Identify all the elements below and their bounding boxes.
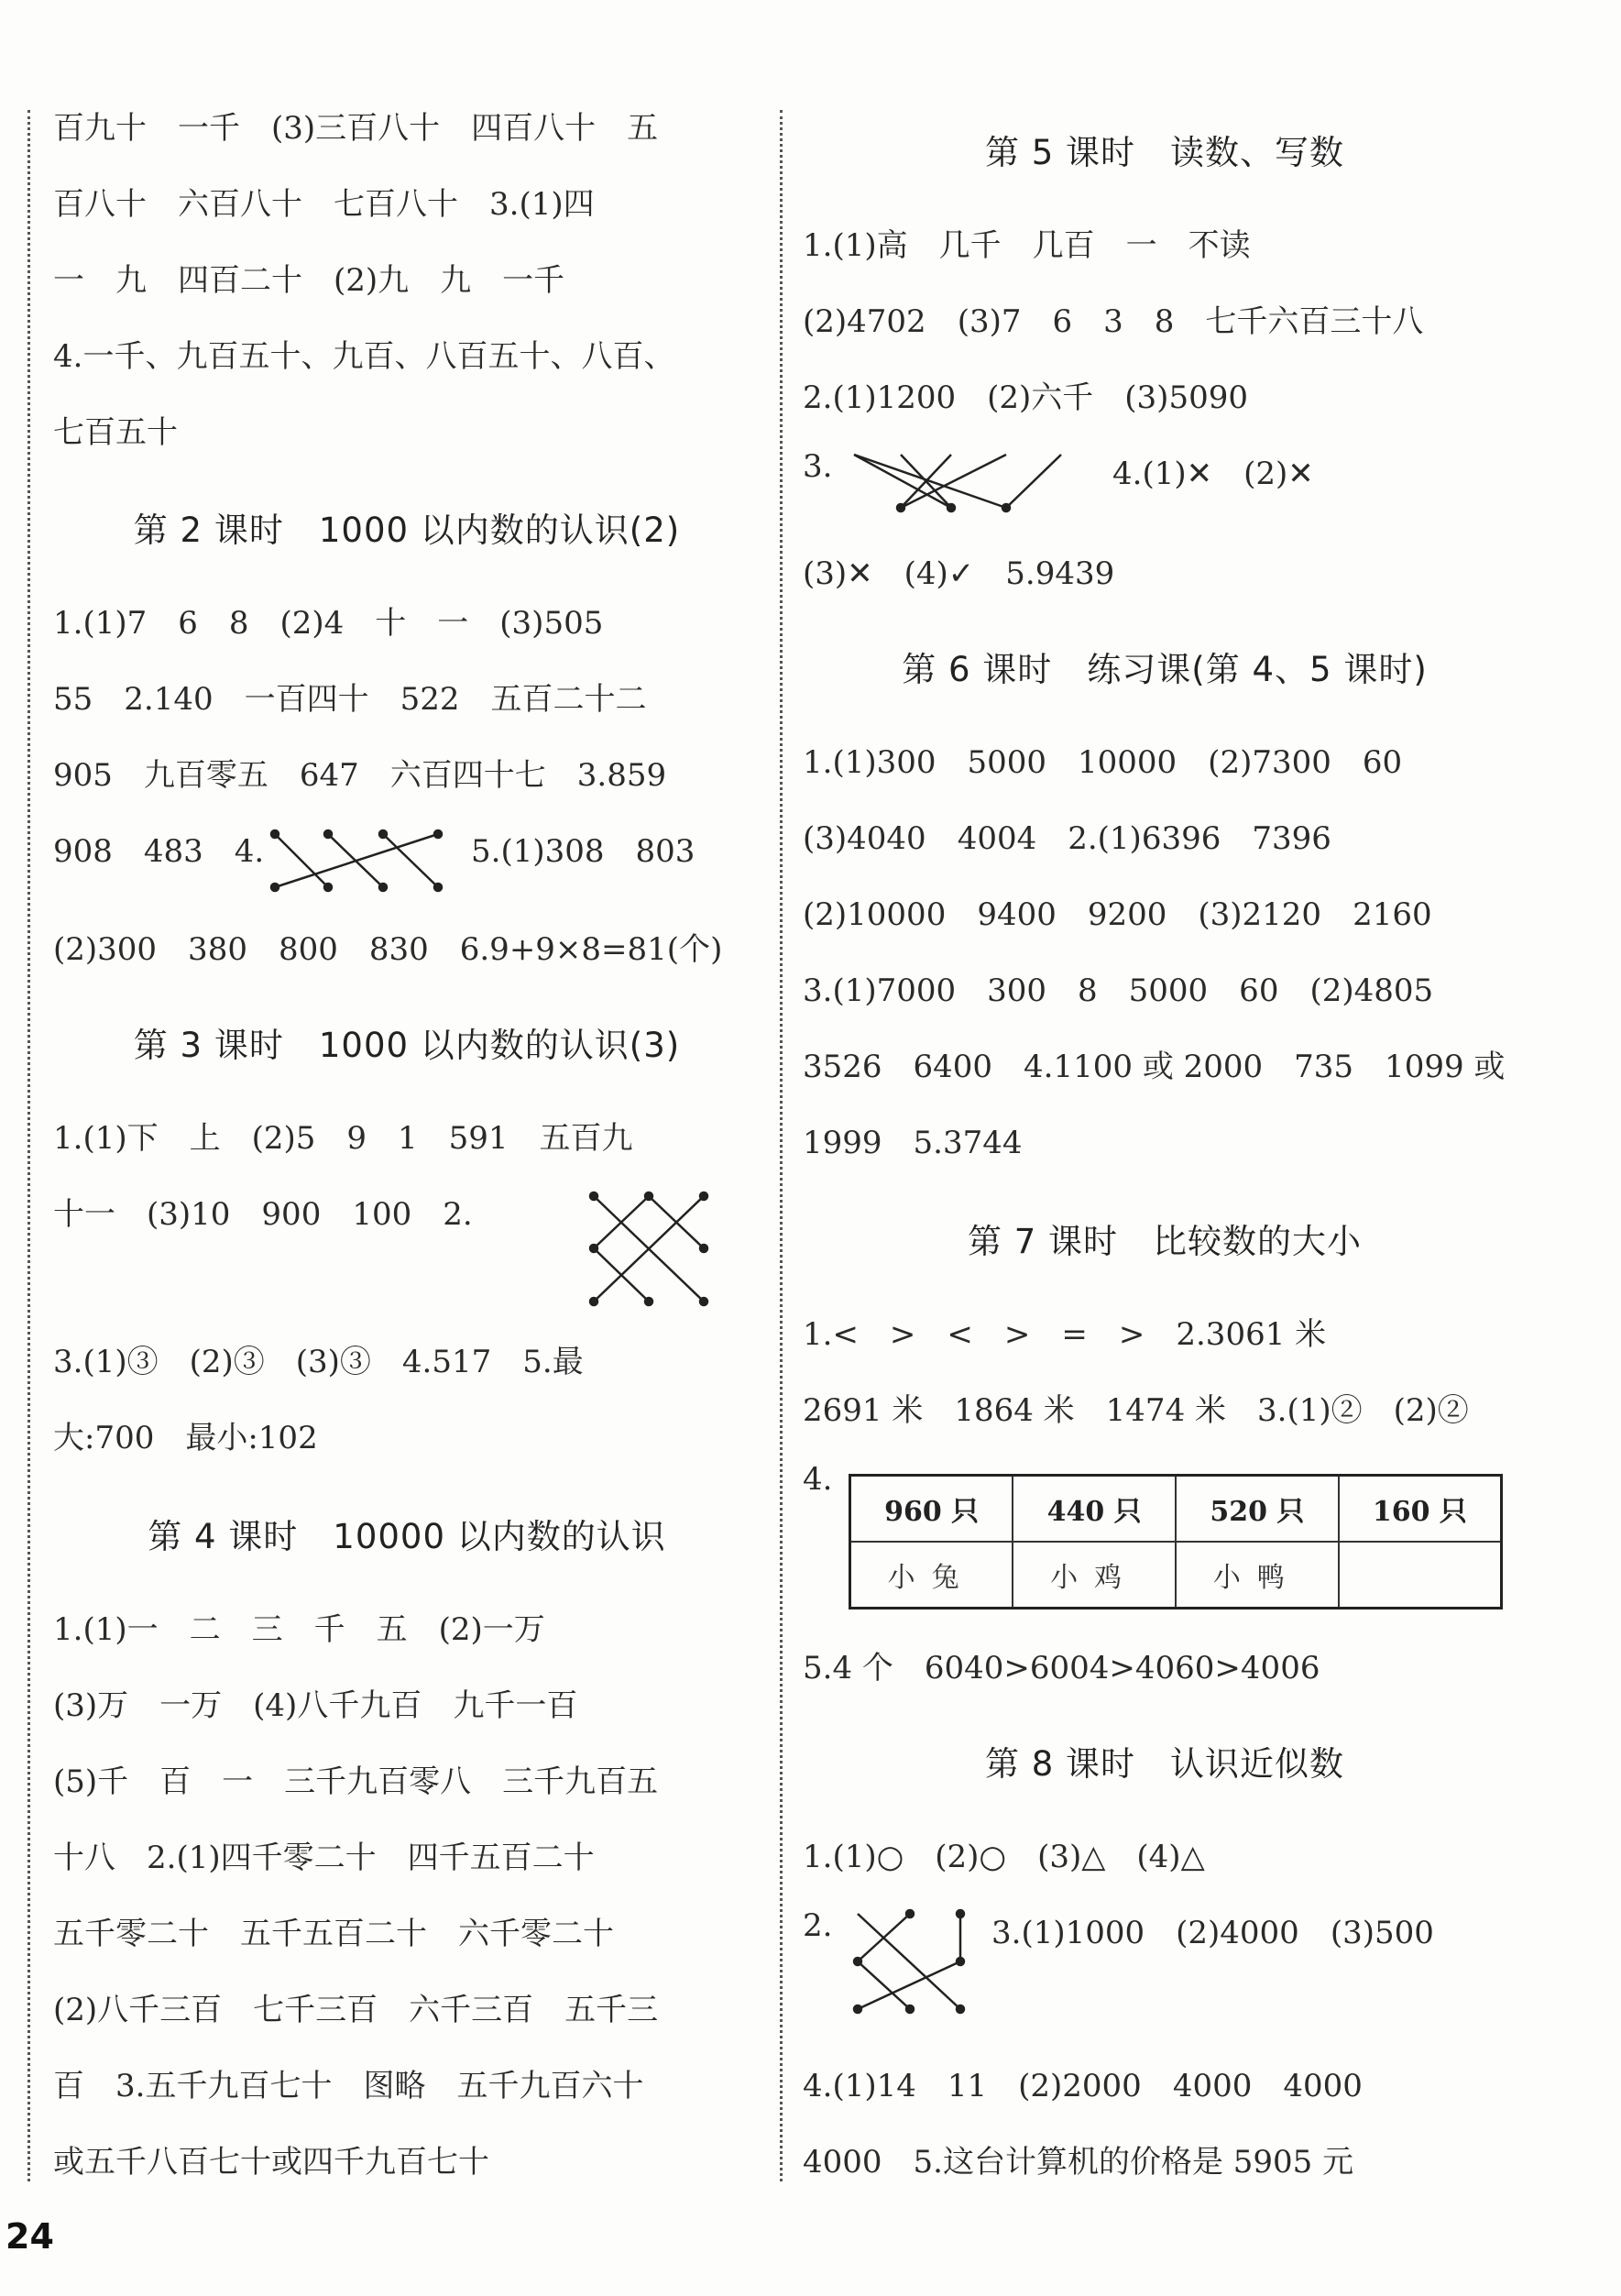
answer-line: 十八 2.(1)四千零二十 四千五百二十 (53, 1840, 595, 1876)
answer-line: (3)4040 4004 2.(1)6396 7396 (803, 820, 1331, 857)
answer-line: 大:700 最小:102 (53, 1420, 318, 1456)
table-cell: 440 只 (1013, 1476, 1176, 1543)
section-title-lesson-5: 第 5 课时 读数、写数 (984, 133, 1345, 172)
answer-line: 百八十 六百八十 七百八十 3.(1)四 (53, 186, 595, 223)
answer-line: 5.4 个 6040>6004>4060>4006 (803, 1650, 1320, 1686)
table-cell: 520 只 (1176, 1476, 1339, 1543)
answer-line: 3.(1)1000 (2)4000 (3)500 (991, 1915, 1434, 1951)
answer-line: 55 2.140 一百四十 522 五百二十二 (53, 681, 647, 718)
answer-line: (5)千 百 一 三千九百零八 三千九百五 (53, 1763, 659, 1800)
section-title-lesson-4: 第 4 课时 10000 以内数的认识 (148, 1517, 666, 1556)
section-title-lesson-8: 第 8 课时 认识近似数 (984, 1744, 1345, 1784)
answer-line: 一 九 四百二十 (2)九 九 一千 (53, 262, 565, 299)
matching-lines-diagram (850, 447, 1070, 521)
column-divider (780, 110, 783, 2181)
answer-line: 1.< > < > = > 2.3061 米 (803, 1316, 1327, 1353)
answer-line: 1999 5.3744 (803, 1125, 1023, 1161)
answer-line: 百九十 一千 (3)三百八十 四百八十 五 (53, 110, 659, 147)
answer-line: 4.(1)14 11 (2)2000 4000 4000 (803, 2068, 1363, 2104)
answer-line: (2)300 380 800 830 6.9+9×8=81(个) (53, 931, 723, 968)
section-title-lesson-3: 第 3 课时 1000 以内数的认识(3) (133, 1026, 681, 1065)
table-cell: 小兔 (850, 1542, 1013, 1609)
answer-line: 3526 6400 4.1100 或 2000 735 1099 或 (803, 1049, 1506, 1085)
answer-line: 3. (803, 448, 833, 485)
answer-line: 五千零二十 五千五百二十 六千零二十 (53, 1916, 614, 1952)
answer-line: 1.(1)下 上 (2)5 9 1 591 五百九 (53, 1120, 633, 1157)
answer-line: 3.(1)③ (2)③ (3)③ 4.517 5.最 (53, 1344, 584, 1380)
answer-line: 4. (803, 1461, 833, 1498)
table-cell: 960 只 (850, 1476, 1013, 1543)
matching-lines-diagram (589, 1192, 717, 1311)
answer-line: 2.(1)1200 (2)六千 (3)5090 (803, 379, 1248, 416)
answer-line: 百 3.五千九百七十 图略 五千九百六十 (53, 2068, 644, 2104)
table-cell: 小鸡 (1013, 1542, 1176, 1609)
answer-line: 2691 米 1864 米 1474 米 3.(1)② (2)② (803, 1392, 1469, 1429)
answer-line: 1.(1)一 二 三 千 五 (2)一万 (53, 1611, 545, 1648)
answer-line: (3)万 一万 (4)八千九百 九千一百 (53, 1687, 578, 1724)
answer-line: 七百五十 (53, 414, 178, 451)
matching-lines-diagram (850, 1906, 969, 2026)
answer-line: 1.(1)7 6 8 (2)4 十 一 (3)505 (53, 605, 604, 642)
section-title-lesson-6: 第 6 课时 练习课(第 4、5 课时) (902, 650, 1428, 689)
answer-line: (2)八千三百 七千三百 六千三百 五千三 (53, 1992, 659, 2028)
answer-line: 1.(1)高 几千 几百 一 不读 (803, 227, 1251, 264)
table-cell: 160 只 (1339, 1476, 1502, 1543)
answer-line: 1.(1)300 5000 10000 (2)7300 60 (803, 744, 1403, 781)
section-title-lesson-2: 第 2 课时 1000 以内数的认识(2) (133, 511, 681, 550)
answer-table (849, 1474, 1503, 1609)
answer-line: (2)10000 9400 9200 (3)2120 2160 (803, 896, 1432, 933)
answer-line: 4.一千、九百五十、九百、八百五十、八百、 (53, 338, 675, 375)
answer-line: 或五千八百七十或四千九百七十 (53, 2144, 489, 2181)
matching-lines-diagram (273, 825, 456, 898)
table-cell: 小鸭 (1176, 1542, 1339, 1609)
left-margin-divider (27, 110, 30, 2181)
answer-line: 1.(1)○ (2)○ (3)△ (4)△ (803, 1839, 1205, 1875)
page-number: 24 (5, 2216, 54, 2257)
answer-line: (2)4702 (3)7 6 3 8 七千六百三十八 (803, 303, 1424, 340)
answer-line: 3.(1)7000 300 8 5000 60 (2)4805 (803, 972, 1434, 1009)
answer-line: 908 483 4. (53, 833, 265, 870)
answer-line: 4000 5.这台计算机的价格是 5905 元 (803, 2144, 1354, 2181)
table-cell (1339, 1542, 1502, 1609)
answer-line: 5.(1)308 803 (471, 833, 695, 870)
answer-line: 4.(1)✕ (2)✕ (1112, 456, 1314, 492)
answer-line: 十一 (3)10 900 100 2. (53, 1196, 473, 1233)
section-title-lesson-7: 第 7 课时 比较数的大小 (967, 1222, 1363, 1261)
answer-line: 2. (803, 1907, 833, 1944)
answer-line: 905 九百零五 647 六百四十七 3.859 (53, 757, 667, 794)
answer-line: (3)✕ (4)✓ 5.9439 (803, 555, 1115, 592)
